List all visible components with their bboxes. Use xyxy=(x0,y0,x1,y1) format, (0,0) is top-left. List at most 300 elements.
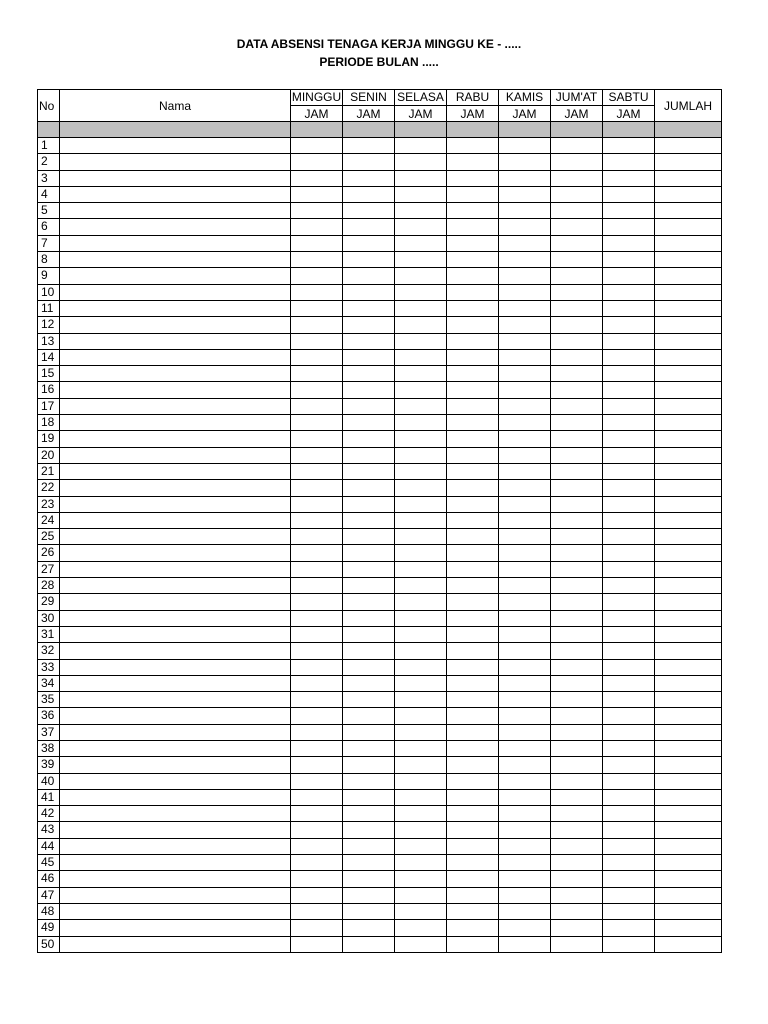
senin-cell xyxy=(343,578,395,594)
jumlah-cell xyxy=(655,724,722,740)
table-row xyxy=(38,920,722,936)
rabu-cell xyxy=(447,806,499,822)
kamis-cell xyxy=(499,138,551,154)
shaded-cell xyxy=(38,122,60,138)
selasa-cell xyxy=(395,887,447,903)
table-row xyxy=(38,219,722,235)
sabtu-cell xyxy=(603,398,655,414)
nama-cell xyxy=(60,431,291,447)
selasa-cell xyxy=(395,219,447,235)
kamis-cell xyxy=(499,219,551,235)
jumlah-cell xyxy=(655,431,722,447)
selasa-cell xyxy=(395,235,447,251)
nama-cell xyxy=(60,610,291,626)
table-row xyxy=(38,512,722,528)
kamis-cell xyxy=(499,936,551,952)
rabu-cell xyxy=(447,252,499,268)
selasa-cell xyxy=(395,480,447,496)
row-number: 45 xyxy=(38,855,60,871)
jumat-cell xyxy=(551,773,603,789)
minggu-cell xyxy=(291,138,343,154)
table-row xyxy=(38,398,722,414)
nama-cell xyxy=(60,480,291,496)
rabu-cell xyxy=(447,170,499,186)
nama-cell xyxy=(60,806,291,822)
sabtu-cell xyxy=(603,887,655,903)
shaded-cell xyxy=(60,122,291,138)
rabu-cell xyxy=(447,578,499,594)
table-row xyxy=(38,529,722,545)
minggu-cell xyxy=(291,724,343,740)
minggu-cell xyxy=(291,300,343,316)
jumat-cell xyxy=(551,382,603,398)
jumat-cell xyxy=(551,594,603,610)
nama-cell xyxy=(60,138,291,154)
row-number: 8 xyxy=(38,252,60,268)
nama-cell xyxy=(60,920,291,936)
kamis-cell xyxy=(499,268,551,284)
shaded-cell xyxy=(655,122,722,138)
jumat-cell xyxy=(551,333,603,349)
jumat-cell xyxy=(551,643,603,659)
row-number: 3 xyxy=(38,170,60,186)
nama-cell xyxy=(60,740,291,756)
nama-cell xyxy=(60,838,291,854)
selasa-cell xyxy=(395,203,447,219)
row-number: 13 xyxy=(38,333,60,349)
sabtu-cell xyxy=(603,284,655,300)
row-number: 40 xyxy=(38,773,60,789)
selasa-cell xyxy=(395,626,447,642)
senin-cell xyxy=(343,920,395,936)
selasa-cell xyxy=(395,855,447,871)
senin-cell xyxy=(343,398,395,414)
nama-cell xyxy=(60,855,291,871)
nama-cell xyxy=(60,578,291,594)
table-row xyxy=(38,382,722,398)
row-number: 21 xyxy=(38,463,60,479)
minggu-cell xyxy=(291,561,343,577)
row-number: 6 xyxy=(38,219,60,235)
kamis-cell xyxy=(499,578,551,594)
selasa-cell xyxy=(395,545,447,561)
senin-cell xyxy=(343,480,395,496)
nama-cell xyxy=(60,333,291,349)
table-row xyxy=(38,268,722,284)
jumat-cell xyxy=(551,138,603,154)
selasa-cell xyxy=(395,920,447,936)
shaded-cell xyxy=(343,122,395,138)
minggu-cell xyxy=(291,594,343,610)
rabu-cell xyxy=(447,659,499,675)
kamis-cell xyxy=(499,806,551,822)
rabu-cell xyxy=(447,317,499,333)
selasa-cell xyxy=(395,773,447,789)
nama-cell xyxy=(60,773,291,789)
table-row xyxy=(38,431,722,447)
row-number: 39 xyxy=(38,757,60,773)
selasa-cell xyxy=(395,431,447,447)
nama-cell xyxy=(60,692,291,708)
senin-cell xyxy=(343,871,395,887)
nama-cell xyxy=(60,545,291,561)
sabtu-cell xyxy=(603,789,655,805)
selasa-cell xyxy=(395,806,447,822)
row-number: 27 xyxy=(38,561,60,577)
kamis-cell xyxy=(499,317,551,333)
selasa-cell xyxy=(395,708,447,724)
rabu-cell xyxy=(447,692,499,708)
senin-cell xyxy=(343,186,395,202)
kamis-cell xyxy=(499,773,551,789)
jumlah-cell xyxy=(655,806,722,822)
subheader-jam: JAM xyxy=(603,106,655,122)
selasa-cell xyxy=(395,170,447,186)
jumat-cell xyxy=(551,496,603,512)
row-number: 20 xyxy=(38,447,60,463)
selasa-cell xyxy=(395,333,447,349)
kamis-cell xyxy=(499,692,551,708)
rabu-cell xyxy=(447,463,499,479)
minggu-cell xyxy=(291,773,343,789)
selasa-cell xyxy=(395,822,447,838)
jumat-cell xyxy=(551,398,603,414)
row-number: 32 xyxy=(38,643,60,659)
kamis-cell xyxy=(499,463,551,479)
rabu-cell xyxy=(447,887,499,903)
jumat-cell xyxy=(551,692,603,708)
kamis-cell xyxy=(499,724,551,740)
senin-cell xyxy=(343,822,395,838)
jumlah-cell xyxy=(655,903,722,919)
jumlah-cell xyxy=(655,822,722,838)
rabu-cell xyxy=(447,512,499,528)
table-row xyxy=(38,594,722,610)
row-number: 2 xyxy=(38,154,60,170)
minggu-cell xyxy=(291,871,343,887)
jumat-cell xyxy=(551,724,603,740)
attendance-table xyxy=(37,89,722,953)
minggu-cell xyxy=(291,496,343,512)
minggu-cell xyxy=(291,154,343,170)
sabtu-cell xyxy=(603,626,655,642)
minggu-cell xyxy=(291,431,343,447)
nama-cell xyxy=(60,626,291,642)
jumlah-cell xyxy=(655,382,722,398)
nama-cell xyxy=(60,284,291,300)
jumat-cell xyxy=(551,789,603,805)
sabtu-cell xyxy=(603,692,655,708)
senin-cell xyxy=(343,529,395,545)
row-number: 46 xyxy=(38,871,60,887)
kamis-cell xyxy=(499,203,551,219)
table-row xyxy=(38,855,722,871)
shaded-separator-row xyxy=(38,122,722,138)
table-row xyxy=(38,300,722,316)
table-row xyxy=(38,643,722,659)
sabtu-cell xyxy=(603,594,655,610)
rabu-cell xyxy=(447,447,499,463)
jumat-cell xyxy=(551,480,603,496)
document-title: DATA ABSENSI TENAGA KERJA MINGGU KE - ..... xyxy=(236,37,522,51)
senin-cell xyxy=(343,415,395,431)
jumat-cell xyxy=(551,838,603,854)
minggu-cell xyxy=(291,838,343,854)
kamis-cell xyxy=(499,838,551,854)
jumat-cell xyxy=(551,284,603,300)
header-day-sabtu: SABTU xyxy=(603,90,655,106)
jumat-cell xyxy=(551,186,603,202)
kamis-cell xyxy=(499,529,551,545)
minggu-cell xyxy=(291,219,343,235)
table-row xyxy=(38,333,722,349)
nama-cell xyxy=(60,203,291,219)
row-number: 30 xyxy=(38,610,60,626)
jumat-cell xyxy=(551,366,603,382)
kamis-cell xyxy=(499,659,551,675)
selasa-cell xyxy=(395,268,447,284)
selasa-cell xyxy=(395,529,447,545)
jumat-cell xyxy=(551,936,603,952)
jumlah-cell xyxy=(655,154,722,170)
nama-cell xyxy=(60,317,291,333)
senin-cell xyxy=(343,431,395,447)
row-number: 1 xyxy=(38,138,60,154)
minggu-cell xyxy=(291,529,343,545)
nama-cell xyxy=(60,594,291,610)
sabtu-cell xyxy=(603,610,655,626)
jumlah-cell xyxy=(655,871,722,887)
senin-cell xyxy=(343,757,395,773)
minggu-cell xyxy=(291,855,343,871)
table-row xyxy=(38,496,722,512)
senin-cell xyxy=(343,268,395,284)
row-number: 10 xyxy=(38,284,60,300)
table-row xyxy=(38,545,722,561)
sabtu-cell xyxy=(603,740,655,756)
kamis-cell xyxy=(499,610,551,626)
table-row xyxy=(38,871,722,887)
row-number: 18 xyxy=(38,415,60,431)
sabtu-cell xyxy=(603,578,655,594)
kamis-cell xyxy=(499,561,551,577)
kamis-cell xyxy=(499,349,551,365)
selasa-cell xyxy=(395,561,447,577)
nama-cell xyxy=(60,643,291,659)
row-number: 48 xyxy=(38,903,60,919)
jumat-cell xyxy=(551,626,603,642)
nama-cell xyxy=(60,659,291,675)
selasa-cell xyxy=(395,366,447,382)
row-number: 22 xyxy=(38,480,60,496)
subheader-jam: JAM xyxy=(395,106,447,122)
kamis-cell xyxy=(499,887,551,903)
jumlah-cell xyxy=(655,838,722,854)
rabu-cell xyxy=(447,398,499,414)
table-row xyxy=(38,203,722,219)
jumlah-cell xyxy=(655,219,722,235)
jumlah-cell xyxy=(655,692,722,708)
row-number: 34 xyxy=(38,675,60,691)
selasa-cell xyxy=(395,724,447,740)
row-number: 23 xyxy=(38,496,60,512)
sabtu-cell xyxy=(603,300,655,316)
minggu-cell xyxy=(291,252,343,268)
minggu-cell xyxy=(291,366,343,382)
jumlah-cell xyxy=(655,333,722,349)
sabtu-cell xyxy=(603,317,655,333)
nama-cell xyxy=(60,789,291,805)
senin-cell xyxy=(343,838,395,854)
selasa-cell xyxy=(395,936,447,952)
minggu-cell xyxy=(291,806,343,822)
minggu-cell xyxy=(291,692,343,708)
jumlah-cell xyxy=(655,138,722,154)
row-number: 31 xyxy=(38,626,60,642)
senin-cell xyxy=(343,659,395,675)
sabtu-cell xyxy=(603,757,655,773)
senin-cell xyxy=(343,349,395,365)
nama-cell xyxy=(60,447,291,463)
rabu-cell xyxy=(447,300,499,316)
jumlah-cell xyxy=(655,789,722,805)
kamis-cell xyxy=(499,447,551,463)
jumlah-cell xyxy=(655,512,722,528)
sabtu-cell xyxy=(603,447,655,463)
selasa-cell xyxy=(395,284,447,300)
kamis-cell xyxy=(499,675,551,691)
table-row xyxy=(38,415,722,431)
jumlah-cell xyxy=(655,626,722,642)
kamis-cell xyxy=(499,740,551,756)
jumat-cell xyxy=(551,529,603,545)
table-row xyxy=(38,724,722,740)
nama-cell xyxy=(60,235,291,251)
row-number: 47 xyxy=(38,887,60,903)
minggu-cell xyxy=(291,463,343,479)
sabtu-cell xyxy=(603,186,655,202)
jumat-cell xyxy=(551,300,603,316)
minggu-cell xyxy=(291,349,343,365)
minggu-cell xyxy=(291,626,343,642)
rabu-cell xyxy=(447,431,499,447)
minggu-cell xyxy=(291,675,343,691)
jumat-cell xyxy=(551,170,603,186)
jumlah-cell xyxy=(655,675,722,691)
minggu-cell xyxy=(291,333,343,349)
row-number: 4 xyxy=(38,186,60,202)
subheader-jam: JAM xyxy=(291,106,343,122)
kamis-cell xyxy=(499,757,551,773)
sabtu-cell xyxy=(603,415,655,431)
sabtu-cell xyxy=(603,203,655,219)
minggu-cell xyxy=(291,268,343,284)
jumlah-cell xyxy=(655,480,722,496)
subheader-jam: JAM xyxy=(551,106,603,122)
selasa-cell xyxy=(395,675,447,691)
jumat-cell xyxy=(551,757,603,773)
selasa-cell xyxy=(395,186,447,202)
header-nama: Nama xyxy=(60,90,291,122)
header-no: No xyxy=(38,90,60,122)
minggu-cell xyxy=(291,415,343,431)
selasa-cell xyxy=(395,382,447,398)
senin-cell xyxy=(343,773,395,789)
selasa-cell xyxy=(395,838,447,854)
nama-cell xyxy=(60,219,291,235)
minggu-cell xyxy=(291,757,343,773)
rabu-cell xyxy=(447,366,499,382)
table-row xyxy=(38,692,722,708)
senin-cell xyxy=(343,936,395,952)
table-row xyxy=(38,154,722,170)
nama-cell xyxy=(60,822,291,838)
row-number: 37 xyxy=(38,724,60,740)
senin-cell xyxy=(343,284,395,300)
rabu-cell xyxy=(447,675,499,691)
nama-cell xyxy=(60,382,291,398)
selasa-cell xyxy=(395,871,447,887)
kamis-cell xyxy=(499,154,551,170)
minggu-cell xyxy=(291,643,343,659)
rabu-cell xyxy=(447,186,499,202)
table-row xyxy=(38,659,722,675)
jumat-cell xyxy=(551,578,603,594)
sabtu-cell xyxy=(603,252,655,268)
jumlah-cell xyxy=(655,561,722,577)
nama-cell xyxy=(60,154,291,170)
jumlah-cell xyxy=(655,496,722,512)
row-number: 28 xyxy=(38,578,60,594)
table-row xyxy=(38,284,722,300)
jumat-cell xyxy=(551,317,603,333)
jumlah-cell xyxy=(655,463,722,479)
kamis-cell xyxy=(499,545,551,561)
senin-cell xyxy=(343,382,395,398)
senin-cell xyxy=(343,692,395,708)
table-row xyxy=(38,186,722,202)
row-number: 49 xyxy=(38,920,60,936)
jumat-cell xyxy=(551,545,603,561)
jumlah-cell xyxy=(655,268,722,284)
table-row xyxy=(38,903,722,919)
sabtu-cell xyxy=(603,333,655,349)
jumlah-cell xyxy=(655,284,722,300)
rabu-cell xyxy=(447,610,499,626)
jumlah-cell xyxy=(655,578,722,594)
rabu-cell xyxy=(447,349,499,365)
table-row xyxy=(38,838,722,854)
nama-cell xyxy=(60,186,291,202)
table-row xyxy=(38,773,722,789)
row-number: 19 xyxy=(38,431,60,447)
kamis-cell xyxy=(499,480,551,496)
nama-cell xyxy=(60,871,291,887)
kamis-cell xyxy=(499,903,551,919)
minggu-cell xyxy=(291,545,343,561)
sabtu-cell xyxy=(603,431,655,447)
sabtu-cell xyxy=(603,936,655,952)
jumat-cell xyxy=(551,268,603,284)
selasa-cell xyxy=(395,692,447,708)
header-day-senin: SENIN xyxy=(343,90,395,106)
nama-cell xyxy=(60,757,291,773)
header-jumlah: JUMLAH xyxy=(655,90,722,122)
minggu-cell xyxy=(291,578,343,594)
senin-cell xyxy=(343,252,395,268)
shaded-cell xyxy=(291,122,343,138)
rabu-cell xyxy=(447,822,499,838)
